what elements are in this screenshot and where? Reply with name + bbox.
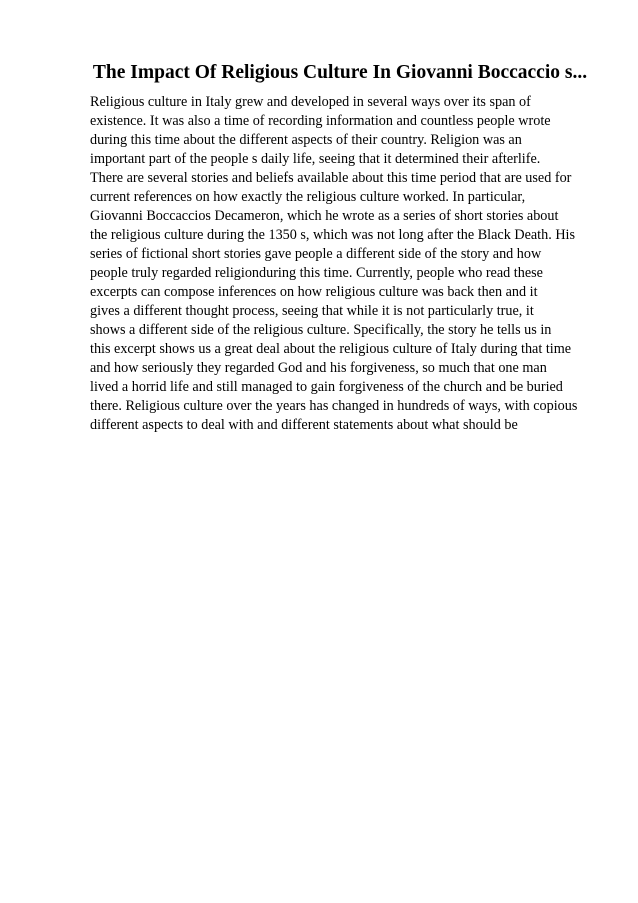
- body-line: important part of the people s daily life, seeing that it determined their afterlife.: [90, 151, 541, 167]
- body-line: shows a different side of the religious culture. Specifically, the story he tells us in: [90, 322, 552, 338]
- body-line: Giovanni Boccaccios Decameron, which he wrote as a series of short stories about: [90, 208, 559, 224]
- body-line: There are several stories and beliefs available about this time period that are used for: [90, 170, 572, 186]
- body-line: the religious culture during the 1350 s, which was not long after the Black Death. His: [90, 227, 576, 243]
- body-line: people truly regarded religionduring this time. Currently, people who read these: [90, 265, 543, 281]
- body-line: Religious culture in Italy grew and developed in several ways over its span of: [90, 94, 531, 110]
- body-line: there. Religious culture over the years has changed in hundreds of ways, with copious: [90, 398, 578, 414]
- body-line: gives a different thought process, seeing that while it is not particularly true, it: [90, 303, 534, 319]
- document-body: [90, 93, 600, 435]
- body-line: and how seriously they regarded God and his forgiveness, so much that one man: [90, 360, 547, 376]
- body-line: different aspects to deal with and different statements about what should be: [90, 417, 518, 433]
- body-line: during this time about the different aspects of their country. Religion was an: [90, 132, 522, 148]
- document-title: The Impact Of Religious Culture In Giovanni Boccaccio s...: [92, 62, 588, 83]
- body-line: existence. It was also a time of recording information and countless people wrote: [90, 113, 551, 129]
- body-line: lived a horrid life and still managed to gain forgiveness of the church and be buried: [90, 379, 563, 395]
- body-line: current references on how exactly the religious culture worked. In particular,: [90, 189, 526, 205]
- body-line: series of fictional short stories gave people a different side of the story and how: [90, 246, 542, 262]
- body-line: this excerpt shows us a great deal about the religious culture of Italy during that time: [90, 341, 572, 357]
- body-line: excerpts can compose inferences on how religious culture was back then and it: [90, 284, 538, 300]
